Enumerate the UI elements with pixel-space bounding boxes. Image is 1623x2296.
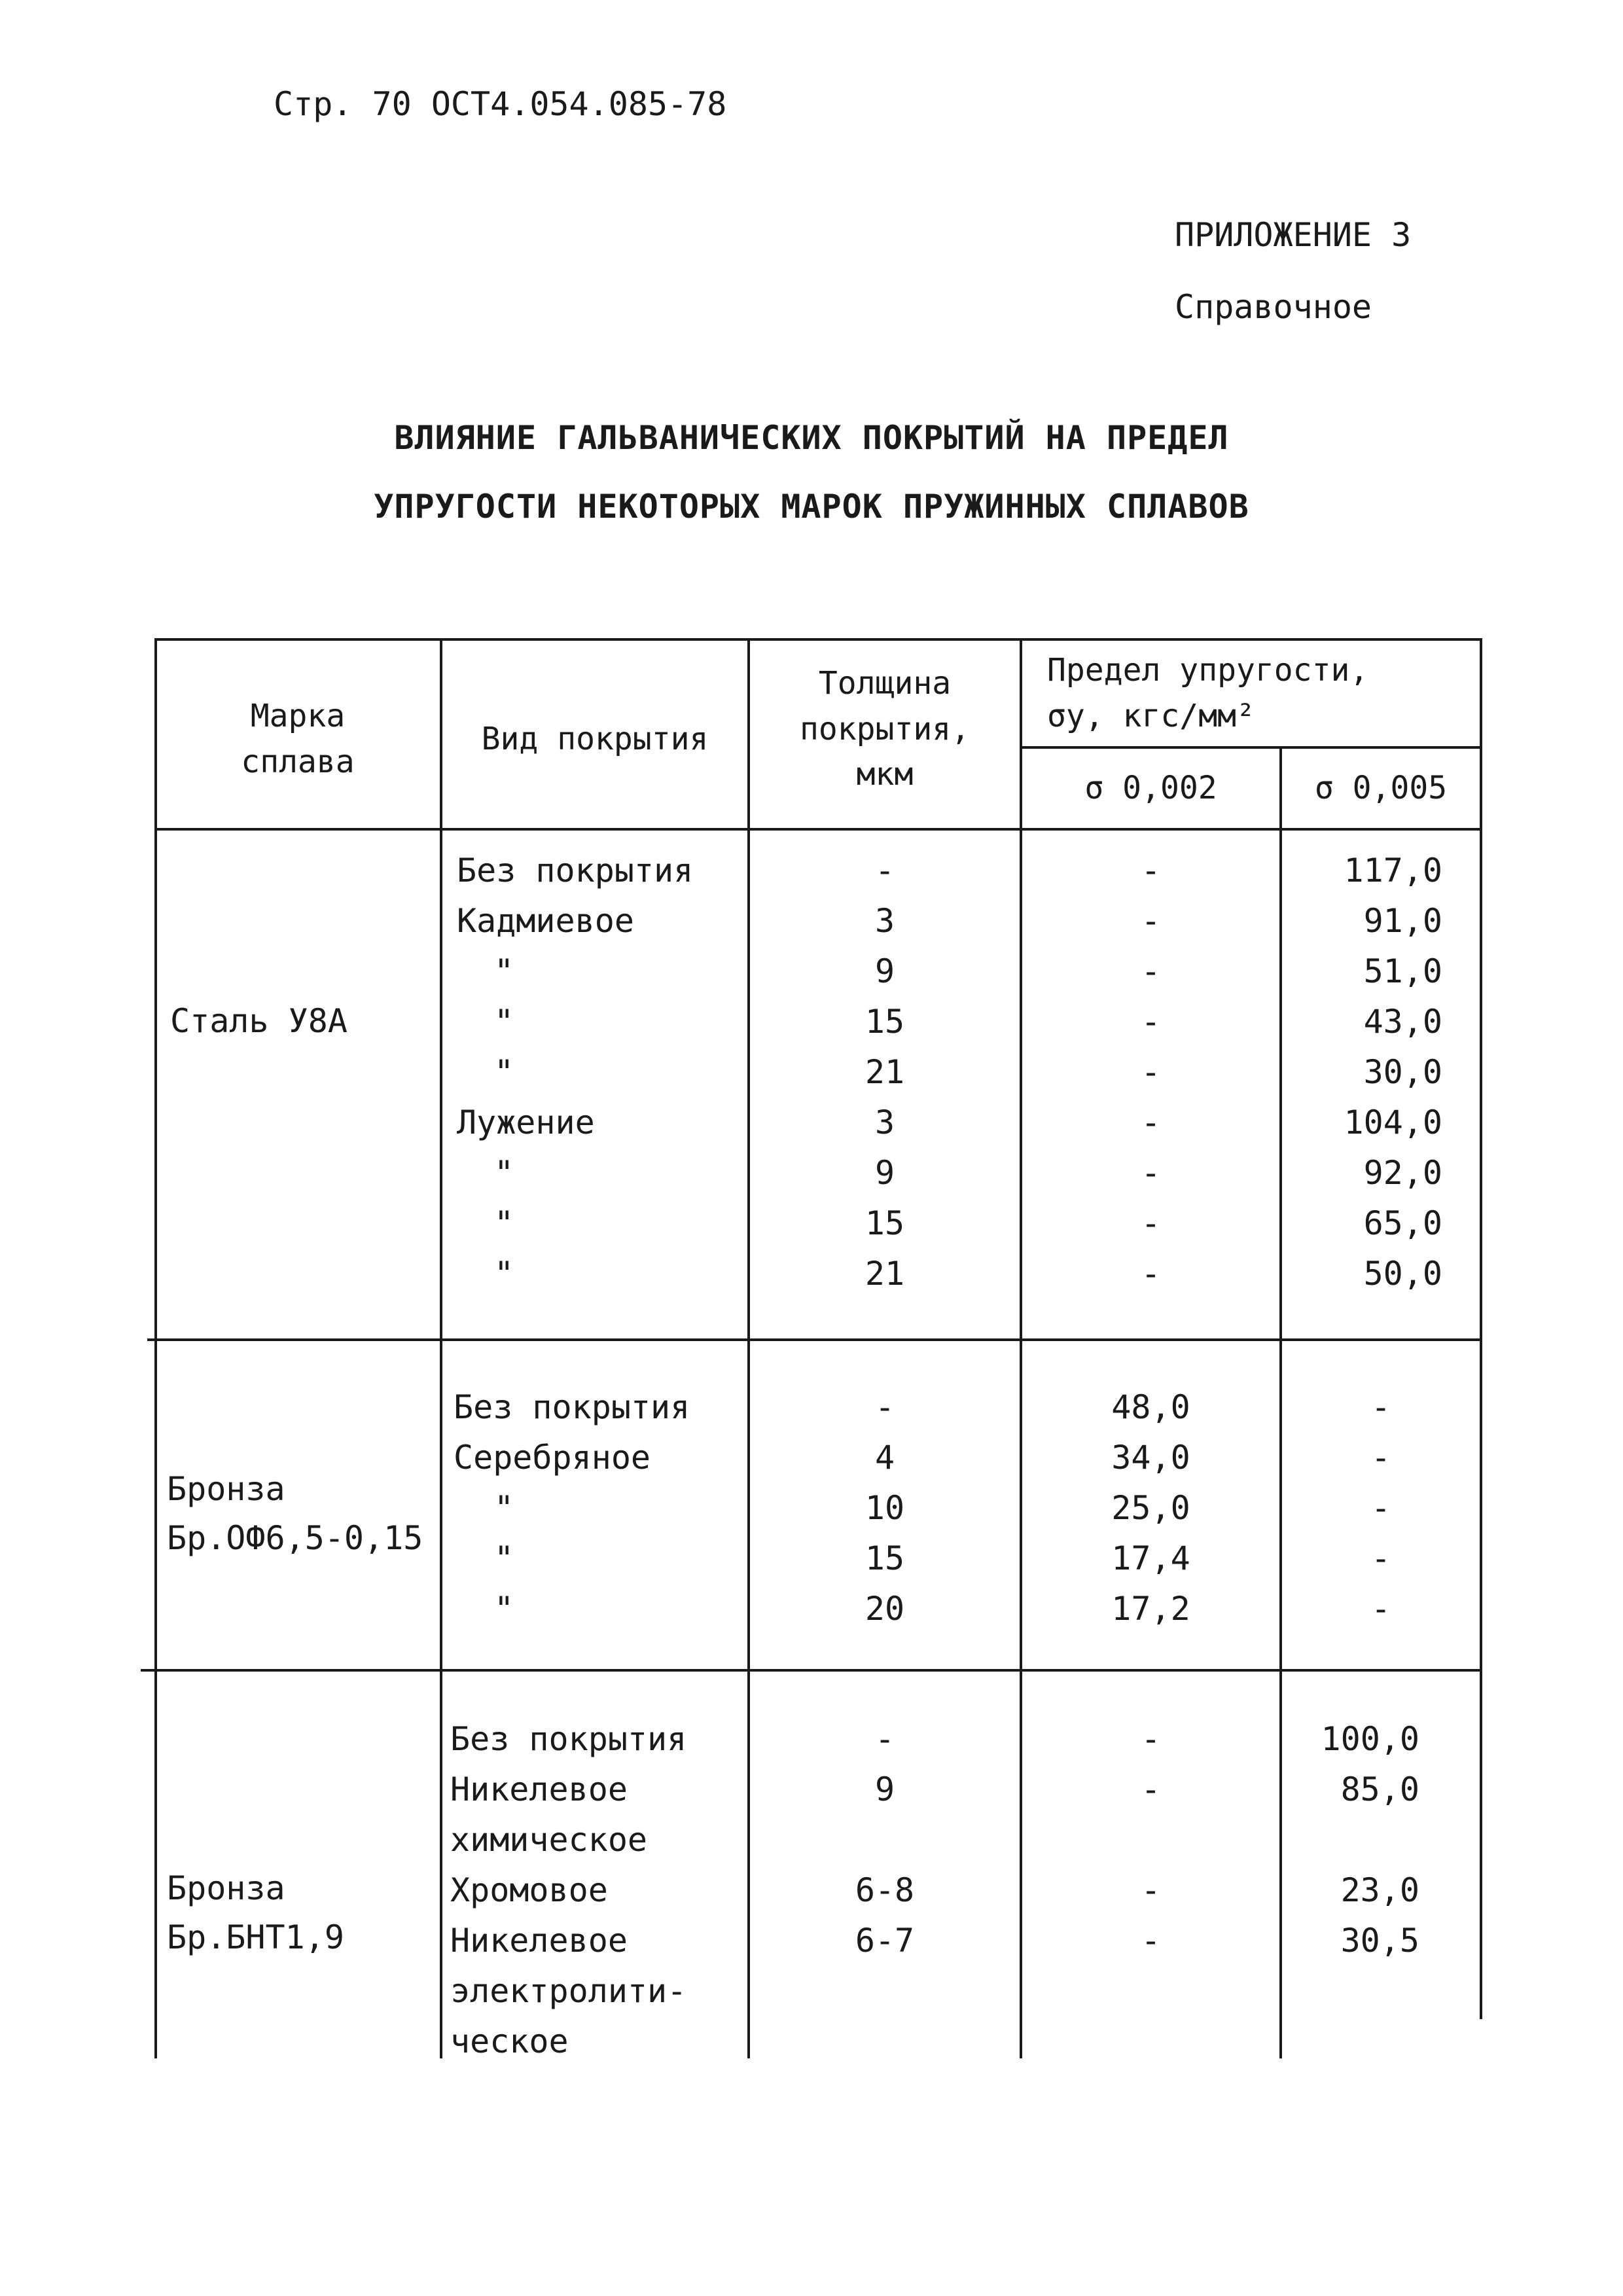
sigma-0002-cell: - [1141, 1871, 1161, 1909]
sigma-0002-cell: 34,0 [1111, 1439, 1190, 1477]
sigma-0002-cell: - [1141, 1003, 1161, 1041]
coating-cell: " [494, 952, 514, 990]
thickness-cell: 9 [874, 1770, 895, 1808]
sigma-0005-cell: 91,0 [1363, 902, 1442, 940]
coating-cell: " [494, 1154, 514, 1192]
sigma-0005-cell: - [1370, 1539, 1391, 1577]
sigma-0002-cell: - [1141, 1103, 1161, 1141]
group1-bottom-border [147, 1338, 1482, 1341]
alloy-bronze-2-line2: Бр.БНТ1,9 [167, 1918, 344, 1956]
sigma-0002-cell: 48,0 [1111, 1388, 1190, 1426]
coating-cell: Лужение [457, 1103, 595, 1141]
coating-cell: Без покрытия [454, 1388, 690, 1426]
header-thickness: Толщина покрытия, мкм [799, 665, 971, 793]
sigma-0005-cell: 100,0 [1321, 1720, 1419, 1758]
thickness-cell: - [874, 1388, 895, 1426]
sigma-0002-cell: - [1141, 1204, 1161, 1242]
thickness-cell: 3 [874, 1103, 895, 1141]
coating-cell: Хромовое [450, 1871, 608, 1909]
sigma-0005-cell: 43,0 [1363, 1003, 1442, 1041]
sigma-0005-cell: - [1370, 1439, 1391, 1477]
thickness-cell: 10 [865, 1489, 905, 1527]
col-divider-2 [747, 638, 750, 2058]
header-alloy: Марка сплава [241, 698, 355, 780]
sigma-0005-cell: 65,0 [1363, 1204, 1442, 1242]
sigma-0002-cell: - [1141, 902, 1161, 940]
sigma-0005-cell: 23,0 [1340, 1871, 1419, 1909]
coating-cell: ческое [450, 2022, 569, 2060]
sigma-0002-cell: - [1141, 1770, 1161, 1808]
col-divider-3 [1020, 638, 1022, 2058]
sigma-0002-cell: - [1141, 852, 1161, 889]
reference-label: Справочное [1175, 288, 1372, 326]
table-left-border [154, 638, 157, 2058]
coating-cell: " [494, 1539, 514, 1577]
sigma-0005-cell: 30,5 [1340, 1922, 1419, 1960]
thickness-cell: - [874, 1720, 895, 1758]
sigma-0002-cell: - [1141, 1720, 1161, 1758]
sigma-0005-cell: - [1370, 1489, 1391, 1527]
header-coating: Вид покрытия [481, 721, 709, 757]
alloy-steel-u8a: Сталь У8А [170, 1002, 348, 1040]
thickness-cell: - [874, 852, 895, 889]
table-top-border [157, 638, 1482, 641]
sigma-0005-cell: 104,0 [1344, 1103, 1442, 1141]
header-elastic-limit: Предел упругости, σу, кгс/мм² [1047, 652, 1369, 734]
coating-cell: " [494, 1590, 514, 1628]
title-line-1: ВЛИЯНИЕ ГАЛЬВАНИЧЕСКИХ ПОКРЫТИЙ НА ПРЕДЕЛ [394, 419, 1229, 457]
coating-cell: " [494, 1255, 514, 1293]
sigma-0002-cell: 17,2 [1111, 1590, 1190, 1628]
header-sigma-0002: σ 0,002 [1084, 770, 1217, 806]
thickness-cell: 3 [874, 902, 895, 940]
header-sigma-0005: σ 0,005 [1314, 770, 1448, 806]
coating-cell: " [494, 1003, 514, 1041]
coating-cell: электролити- [450, 1972, 687, 2010]
sigma-0002-cell: 25,0 [1111, 1489, 1190, 1527]
thickness-cell: 21 [865, 1053, 905, 1091]
table-right-border [1480, 638, 1482, 2019]
alloy-bronze-1-line1: Бронза [167, 1470, 285, 1508]
thickness-cell: 6-8 [855, 1871, 915, 1909]
sigma-0005-cell: 30,0 [1363, 1053, 1442, 1091]
sigma-0002-cell: 17,4 [1111, 1539, 1190, 1577]
sigma-0002-cell: - [1141, 1154, 1161, 1192]
thickness-cell: 15 [865, 1204, 905, 1242]
coating-cell: " [494, 1204, 514, 1242]
sigma-0005-cell: - [1370, 1388, 1391, 1426]
sigma-0005-cell: 117,0 [1344, 852, 1442, 889]
coating-cell: Серебряное [454, 1439, 651, 1477]
thickness-cell: 15 [865, 1003, 905, 1041]
alloy-bronze-1-line2: Бр.ОФ6,5-0,15 [167, 1519, 423, 1557]
appendix-label: ПРИЛОЖЕНИЕ 3 [1175, 216, 1412, 254]
sigma-0002-cell: - [1141, 1922, 1161, 1960]
coating-cell: Никелевое [450, 1922, 628, 1960]
alloy-bronze-2-line1: Бронза [167, 1869, 285, 1907]
sigma-0005-cell: 51,0 [1363, 952, 1442, 990]
sigma-0005-cell: 92,0 [1363, 1154, 1442, 1192]
thickness-cell: 6-7 [855, 1922, 915, 1960]
sigma-0005-cell: 85,0 [1340, 1770, 1419, 1808]
coating-cell: химическое [450, 1821, 648, 1859]
thickness-cell: 20 [865, 1590, 905, 1628]
title-line-2: УПРУГОСТИ НЕКОТОРЫХ МАРОК ПРУЖИННЫХ СПЛАВОВ [374, 488, 1249, 526]
coating-cell: Без покрытия [457, 852, 694, 889]
thickness-cell: 15 [865, 1539, 905, 1577]
thickness-cell: 4 [874, 1439, 895, 1477]
coating-cell: Кадмиевое [457, 902, 634, 940]
coating-cell: Без покрытия [450, 1720, 687, 1758]
sigma-0005-cell: - [1370, 1590, 1391, 1628]
thickness-cell: 9 [874, 952, 895, 990]
header-sub-border [1022, 746, 1482, 749]
coating-cell: " [494, 1489, 514, 1527]
sigma-0002-cell: - [1141, 1255, 1161, 1293]
thickness-cell: 9 [874, 1154, 895, 1192]
sigma-0002-cell: - [1141, 952, 1161, 990]
coating-cell: " [494, 1053, 514, 1091]
coating-cell: Никелевое [450, 1770, 628, 1808]
header-bottom-border [157, 828, 1482, 831]
page-header: Стр. 70 ОСТ4.054.085-78 [274, 85, 727, 123]
thickness-cell: 21 [865, 1255, 905, 1293]
col-divider-1 [440, 638, 442, 2058]
sigma-0005-cell: 50,0 [1363, 1255, 1442, 1293]
sigma-0002-cell: - [1141, 1053, 1161, 1091]
